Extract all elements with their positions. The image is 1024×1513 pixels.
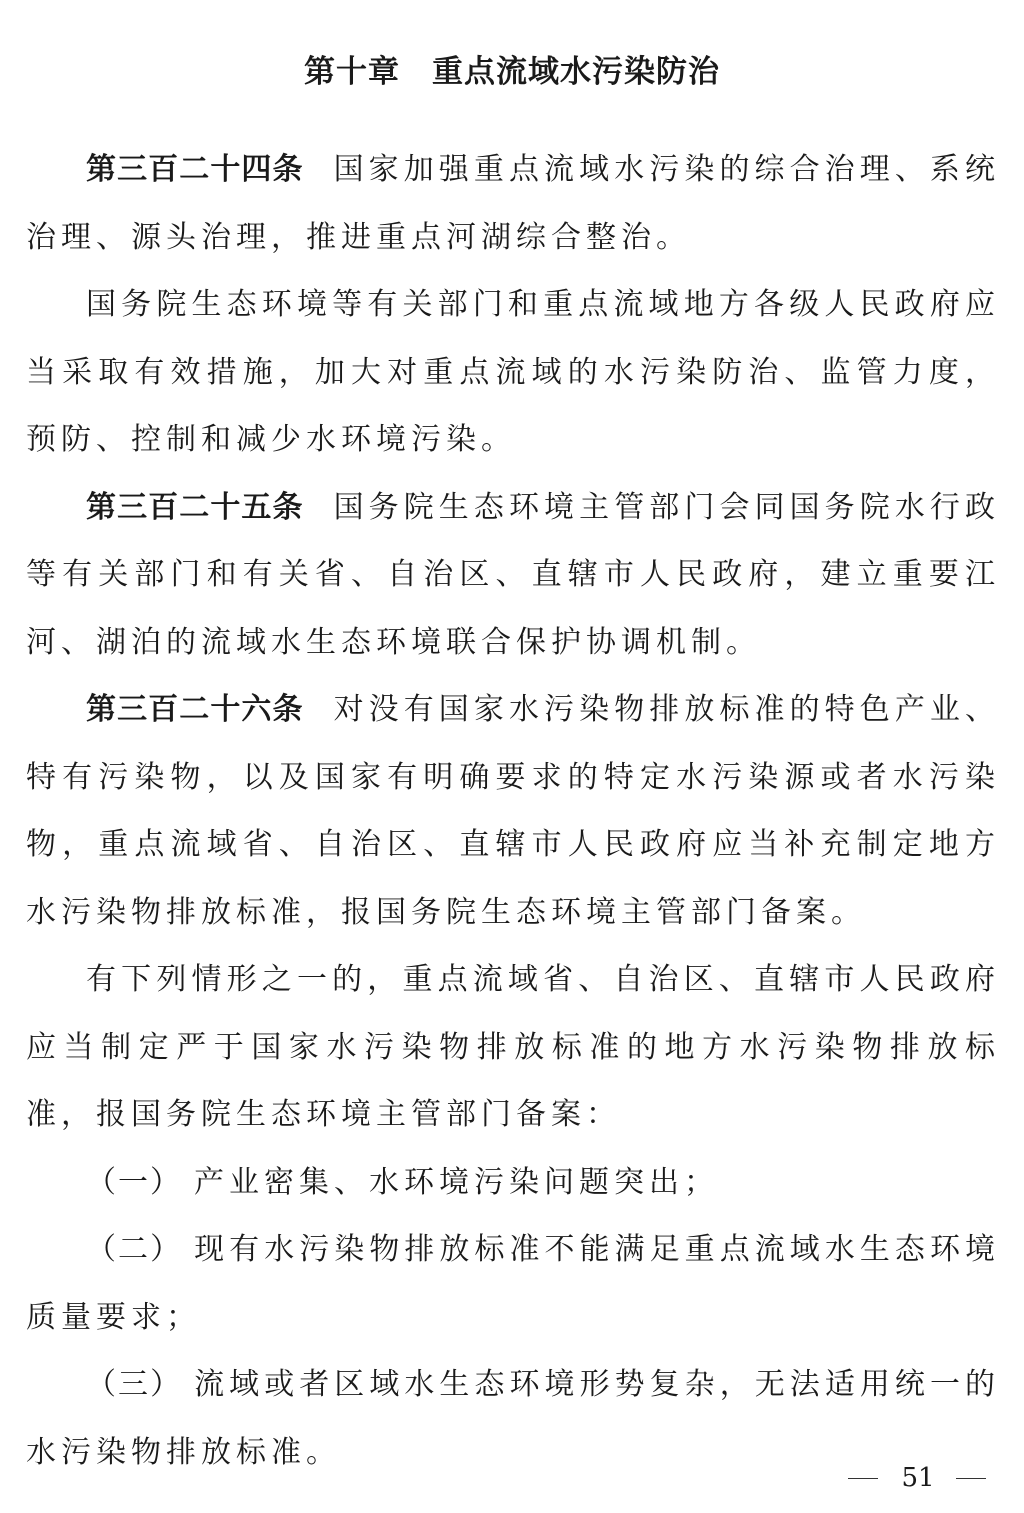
article-number: 第三百二十六条 [86,692,304,727]
item-number: （二） [86,1232,183,1267]
footer-dash-left [848,1478,878,1479]
page-number: 51 [901,1463,935,1493]
list-item-1 [26,1149,1000,1217]
paragraph-text: 国务院生态环境主管部门会同国务院水行政等有关部门和有关省、自治区、直辖市人民政府，建立重要江河、湖泊的流域水生态环境联合保护协调机制。 [26,489,1001,660]
article-326-paragraph [26,676,1000,946]
page-footer [848,1462,988,1494]
paragraph-text: 国务院生态环境等有关部门和重点流域地方各级人民政府应当采取有效措施，加大对重点流域的水污染防治、监管力度，预防、控制和减少水环境污染。 [26,287,1000,457]
item-text: 流域或者区域水生态环境形势复杂，无法适用统一的水污染物排放标准。 [26,1367,1001,1470]
article-number: 第三百二十五条 [86,489,304,525]
paragraph-text: 国家加强重点流域水污染的综合治理、系统治理、源头治理，推进重点河湖综合整治。 [26,152,1001,255]
list-item-2 [26,1216,1000,1351]
item-number: （三） [86,1367,183,1402]
article-number: 第三百二十四条 [86,152,304,187]
body-text [26,136,1000,1486]
article-324-paragraph [26,136,1000,271]
paragraph-text: 对没有国家水污染物排放标准的特色产业、特有污染物，以及国家有明确要求的特定水污染源或者水污染物，重点流域省、自治区、直辖市人民政府应当补充制定地方水污染物排放标准，报国务院生态环境主管部门备案。 [26,692,1001,930]
item-text: 现有水污染物排放标准不能满足重点流域水生态环境质量要求； [26,1232,1001,1335]
chapter-title: 第十章 重点流域水污染防治 [304,54,720,90]
article-325-paragraph [26,474,1000,677]
article-326-paragraph-2 [26,946,1000,1149]
item-number: （一） [86,1164,182,1200]
item-text: 产业密集、水环境污染问题突出； [194,1164,719,1200]
article-324-paragraph-2 [26,271,1000,474]
footer-dash-right [956,1478,986,1479]
paragraph-text: 有下列情形之一的，重点流域省、自治区、直辖市人民政府应当制定严于国家水污染物排放标准的地方水污染物排放标准，报国务院生态环境主管部门备案： [26,962,1000,1132]
